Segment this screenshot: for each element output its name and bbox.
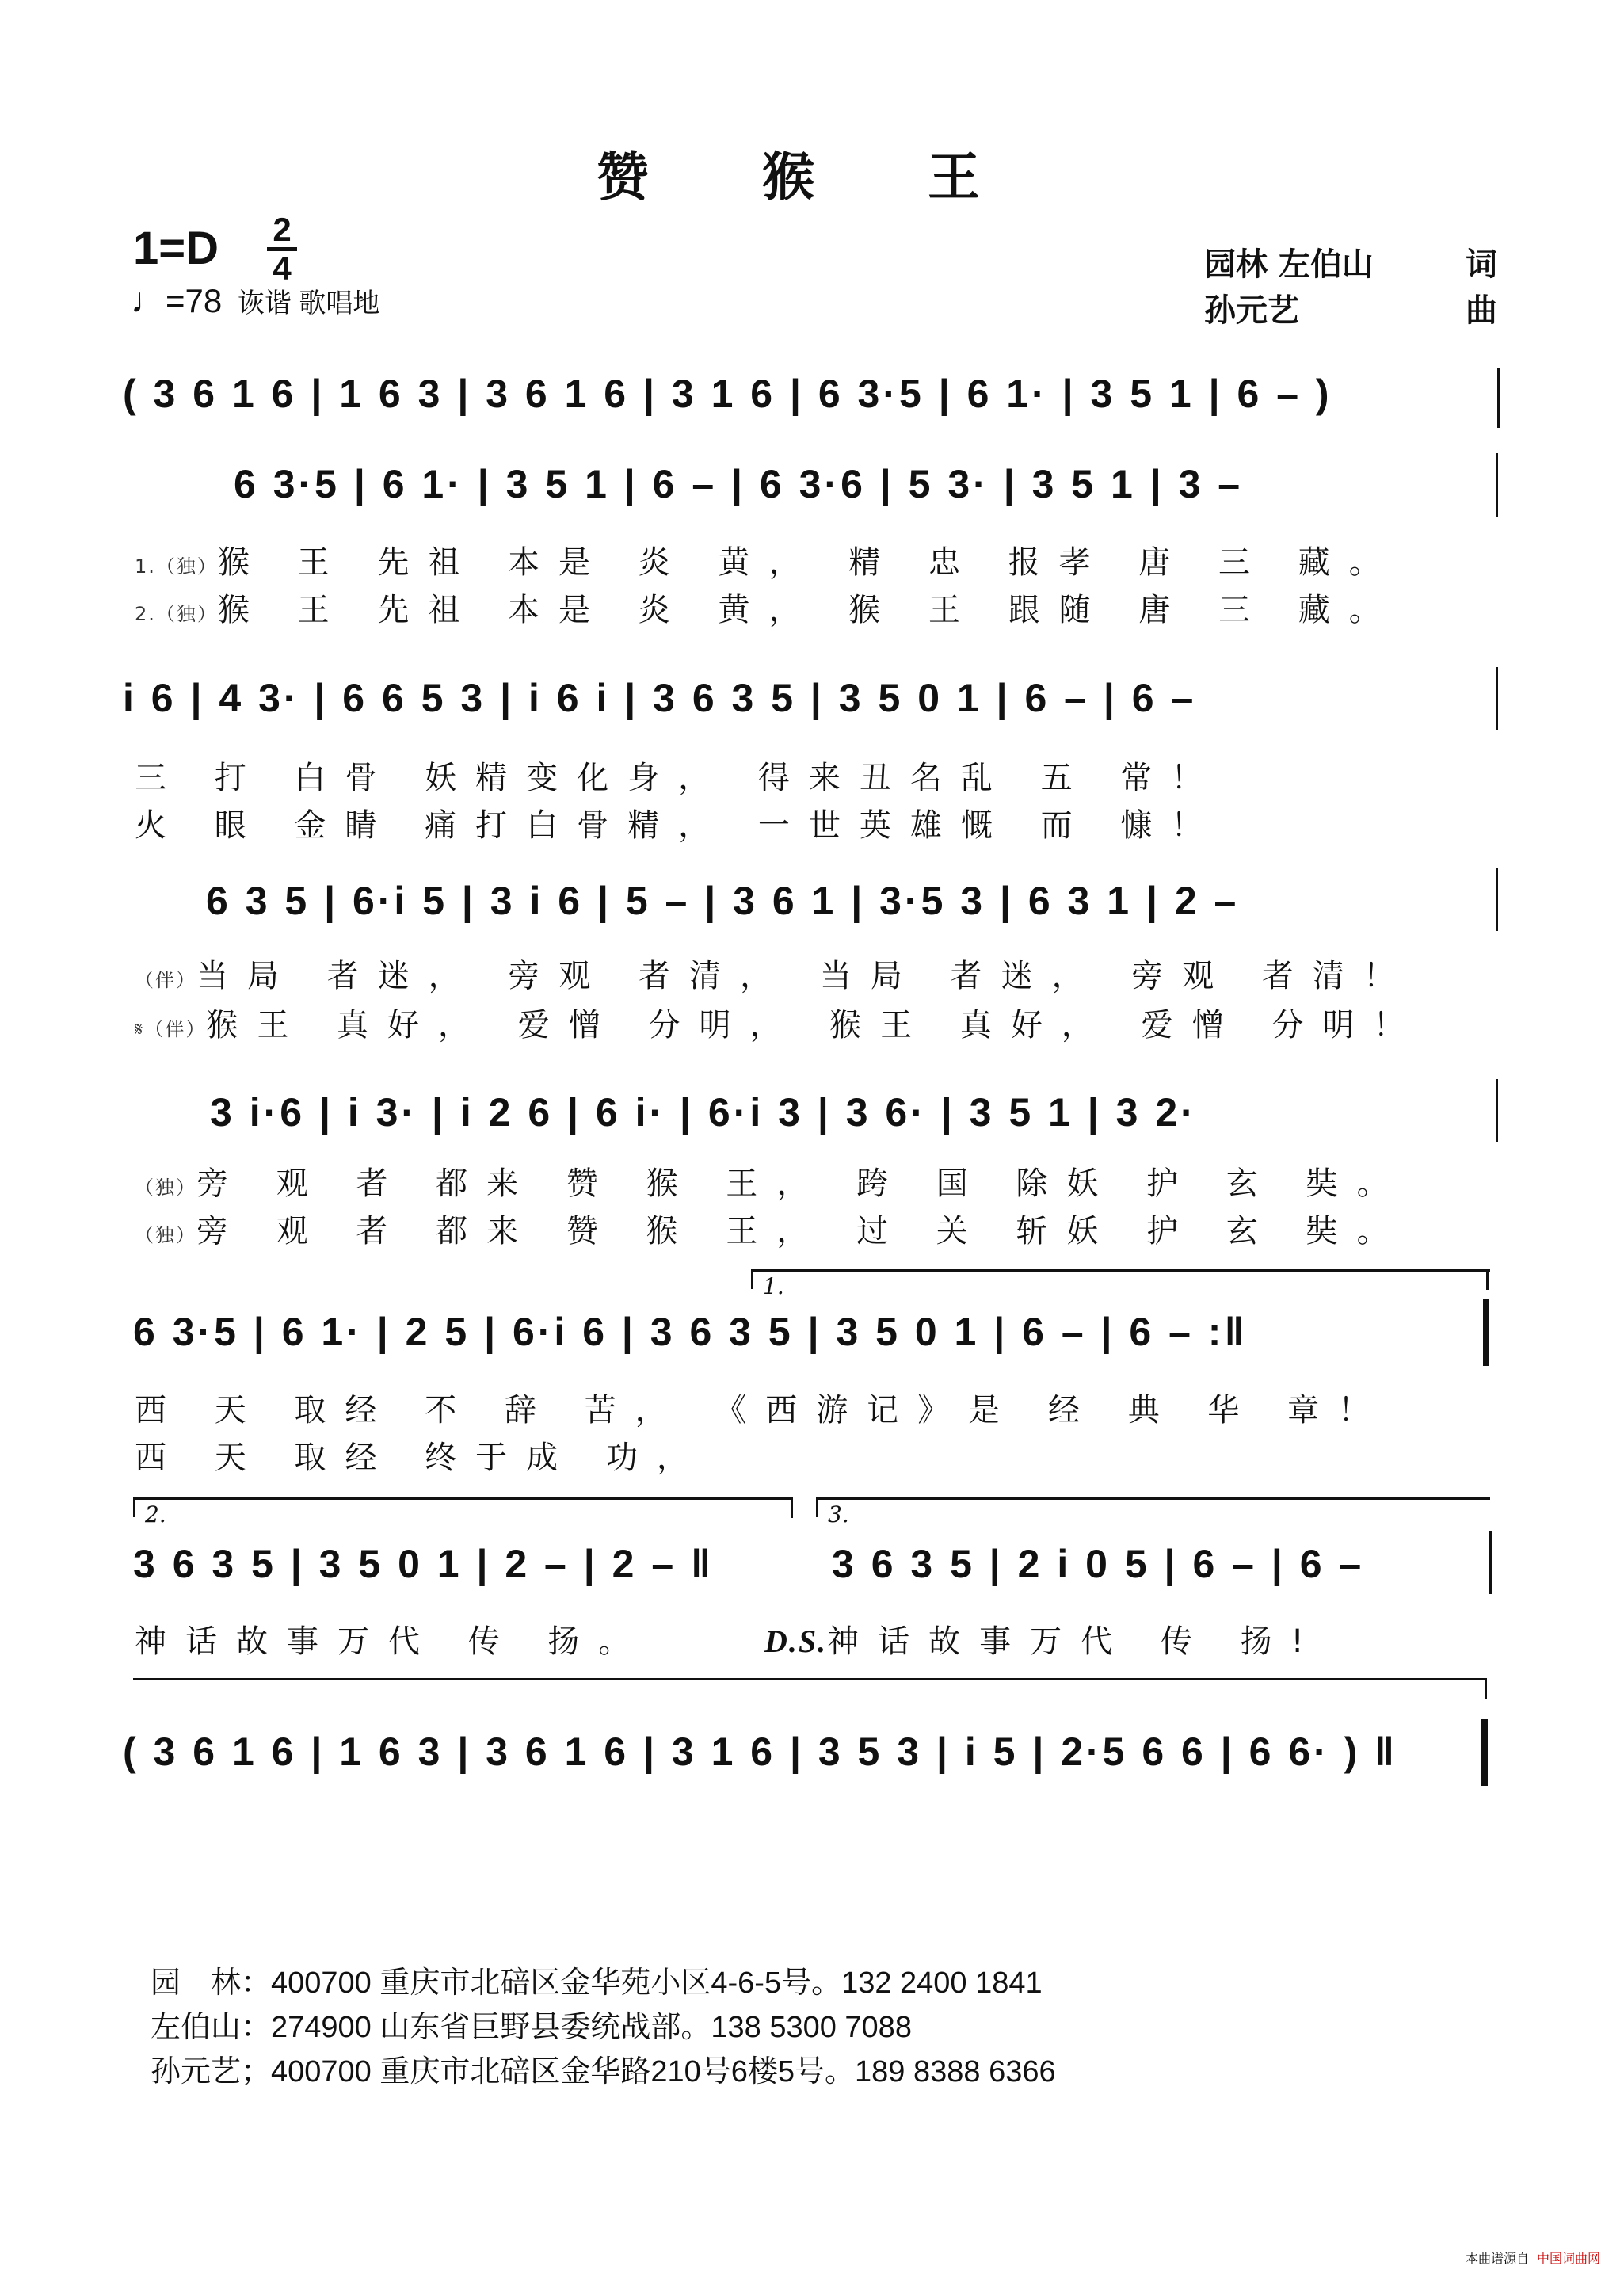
lyricist-names: 园林 左伯山 <box>1204 246 1374 283</box>
lyric-line <box>764 1616 1477 1661</box>
volta-bracket-1 <box>751 1269 1490 1299</box>
lyric-text: 当局 者迷， 旁观 者清， 当局 者迷， 旁观 者清！ <box>196 958 1415 994</box>
lyric-line <box>135 537 1505 582</box>
volta-end <box>1486 1269 1489 1290</box>
source-watermark <box>1466 2249 1600 2267</box>
lyricist-credit <box>1204 242 1497 288</box>
lyric-text: 猴 王 先祖 本是 炎 黄， 猴 王 跟随 唐 三 藏。 <box>217 592 1400 628</box>
lyric-text: 三 打 白骨 妖精变化身， 得来丑名乱 五 常！ <box>135 760 1222 796</box>
barline <box>1497 368 1500 428</box>
expression-marking: 诙谐 歌唱地 <box>237 288 380 319</box>
lyric-line <box>135 753 1505 798</box>
lyric-text: 猴 王 先祖 本是 炎 黄， 精 忠 报孝 唐 三 藏。 <box>217 544 1400 581</box>
second-ending-notation: 3 6 3 5 | 3 5 0 1 | 2 – | 2 – ‖ <box>133 1542 714 1586</box>
composer-name: 孙元艺 <box>1204 292 1299 329</box>
lyric-line <box>135 585 1505 630</box>
barline <box>1496 1079 1498 1142</box>
volta-bracket-2 <box>133 1497 793 1528</box>
verse-marker: 1.（独） <box>135 555 218 578</box>
barline <box>1496 667 1498 730</box>
time-signature <box>265 212 299 286</box>
lyric-text: 旁 观 者 都来 赞 猴 王， 过 关 斩妖 护 玄 奘。 <box>196 1213 1408 1249</box>
source-label: 本曲谱源自 <box>1465 2251 1529 2266</box>
tempo-marking <box>131 281 379 321</box>
volta-label: 2. <box>145 1501 166 1528</box>
source-brand: 中国词曲网 <box>1536 2251 1600 2266</box>
repeat-end-barline <box>1483 1299 1489 1366</box>
lyric-line <box>135 951 1505 996</box>
final-barline <box>1481 1719 1488 1786</box>
contact-info <box>151 1961 1056 2094</box>
volta-label: 3. <box>828 1501 849 1528</box>
verse-notation-3: 3 i·6 | i 3· | i 2 6 | 6 i· | 6·i 3 | 3 6· | 3 5 1 | 3 2· <box>210 1090 1197 1135</box>
coda-bracket-end <box>1485 1678 1487 1699</box>
quarter-note-icon: ♩ <box>131 281 166 320</box>
lyric-text: 旁 观 者 都来 赞 猴 王， 跨 国 除妖 护 玄 奘。 <box>196 1165 1408 1202</box>
composer-credit <box>1204 288 1497 334</box>
lyric-text: 西 天 取经 终于成 功， <box>135 1440 707 1476</box>
time-signature-top: 2 <box>273 211 292 248</box>
first-ending-notation: 6 3·5 | 6 1· | 2 5 | 6·i 6 | 3 6 3 5 | 3 5 0 1 | 6 – | 6 – :‖ <box>133 1310 1248 1354</box>
lyric-line <box>135 1432 1505 1478</box>
contact-line: 园 林：400700 重庆市北碚区金华苑小区4-6-5号。132 2400 1841 <box>151 1966 1043 2000</box>
volta-end <box>791 1497 793 1518</box>
composer-role: 曲 <box>1466 292 1497 329</box>
part-marker: （独） <box>135 1224 196 1246</box>
dal-segno-marking: D.S. <box>764 1623 828 1659</box>
contact-line: 左伯山：274900 山东省巨野县委统战部。138 5300 7088 <box>151 2011 912 2044</box>
lyric-text: 火 眼 金睛 痛打白骨精， 一世英雄慨 而 慷！ <box>135 807 1222 844</box>
key-signature: 1=D <box>133 223 219 274</box>
intro-notation: ( 3 6 1 6 | 1 6 3 | 3 6 1 6 | 3 1 6 | 6 3·5 | 6 1· | 3 5 1 | 6 – ) <box>123 372 1332 416</box>
volta-bracket-3 <box>816 1497 1490 1528</box>
part-marker: （独） <box>135 1177 196 1199</box>
coda-bracket <box>133 1678 1485 1680</box>
chorus-notation: 6 3 5 | 6·i 5 | 3 i 6 | 5 – | 3 6 1 | 3·5 3 | 6 3 1 | 2 – <box>206 879 1240 923</box>
lyricist-role: 词 <box>1466 246 1497 283</box>
lyric-line <box>135 1616 768 1661</box>
third-ending-notation: 3 6 3 5 | 2 i 0 5 | 6 – | 6 – <box>832 1542 1365 1586</box>
lyric-line <box>135 1000 1505 1045</box>
lyric-text: 神话故事万代 传 扬。 <box>135 1623 650 1660</box>
verse-notation-1: 6 3·5 | 6 1· | 3 5 1 | 6 – | 6 3·6 | 5 3· | 3 5 1 | 3 – <box>234 462 1244 506</box>
coda-notation: ( 3 6 1 6 | 1 6 3 | 3 6 1 6 | 3 1 6 | 3 5 3 | i 5 | 2·5 6 6 | 6 6· ) ‖ <box>123 1730 1398 1774</box>
lyric-line <box>135 800 1505 845</box>
barline <box>1496 868 1498 931</box>
contact-line: 孙元艺；400700 重庆市北碚区金华路210号6楼5号。189 8388 6366 <box>151 2055 1056 2088</box>
song-title: 赞 猴 王 <box>597 146 1027 208</box>
verse-marker: 2.（独） <box>135 603 218 625</box>
lyric-text: 西 天 取经 不 辞 苦， 《西游记》是 经 典 华 章！ <box>135 1392 1390 1428</box>
segno-part-marker: 𝄋（伴） <box>135 1018 207 1040</box>
volta-label: 1. <box>763 1273 784 1299</box>
part-marker: （伴） <box>135 969 196 991</box>
verse-notation-2: i 6 | 4 3· | 6 6 5 3 | i 6 i | 3 6 3 5 | 3 5 0 1 | 6 – | 6 – <box>123 676 1197 720</box>
barline <box>1496 453 1498 517</box>
lyric-line <box>135 1385 1505 1430</box>
credits <box>1204 242 1497 334</box>
lyric-text: 猴王 真好， 爱憎 分明， 猴王 真好， 爱憎 分明！ <box>206 1007 1424 1043</box>
barline <box>1489 1531 1492 1594</box>
time-signature-bottom: 4 <box>273 250 292 287</box>
tempo-value: =78 <box>166 282 223 319</box>
lyric-line <box>135 1206 1505 1251</box>
lyric-line <box>135 1158 1505 1203</box>
lyric-text: 神话故事万代 传 扬! <box>827 1623 1323 1660</box>
